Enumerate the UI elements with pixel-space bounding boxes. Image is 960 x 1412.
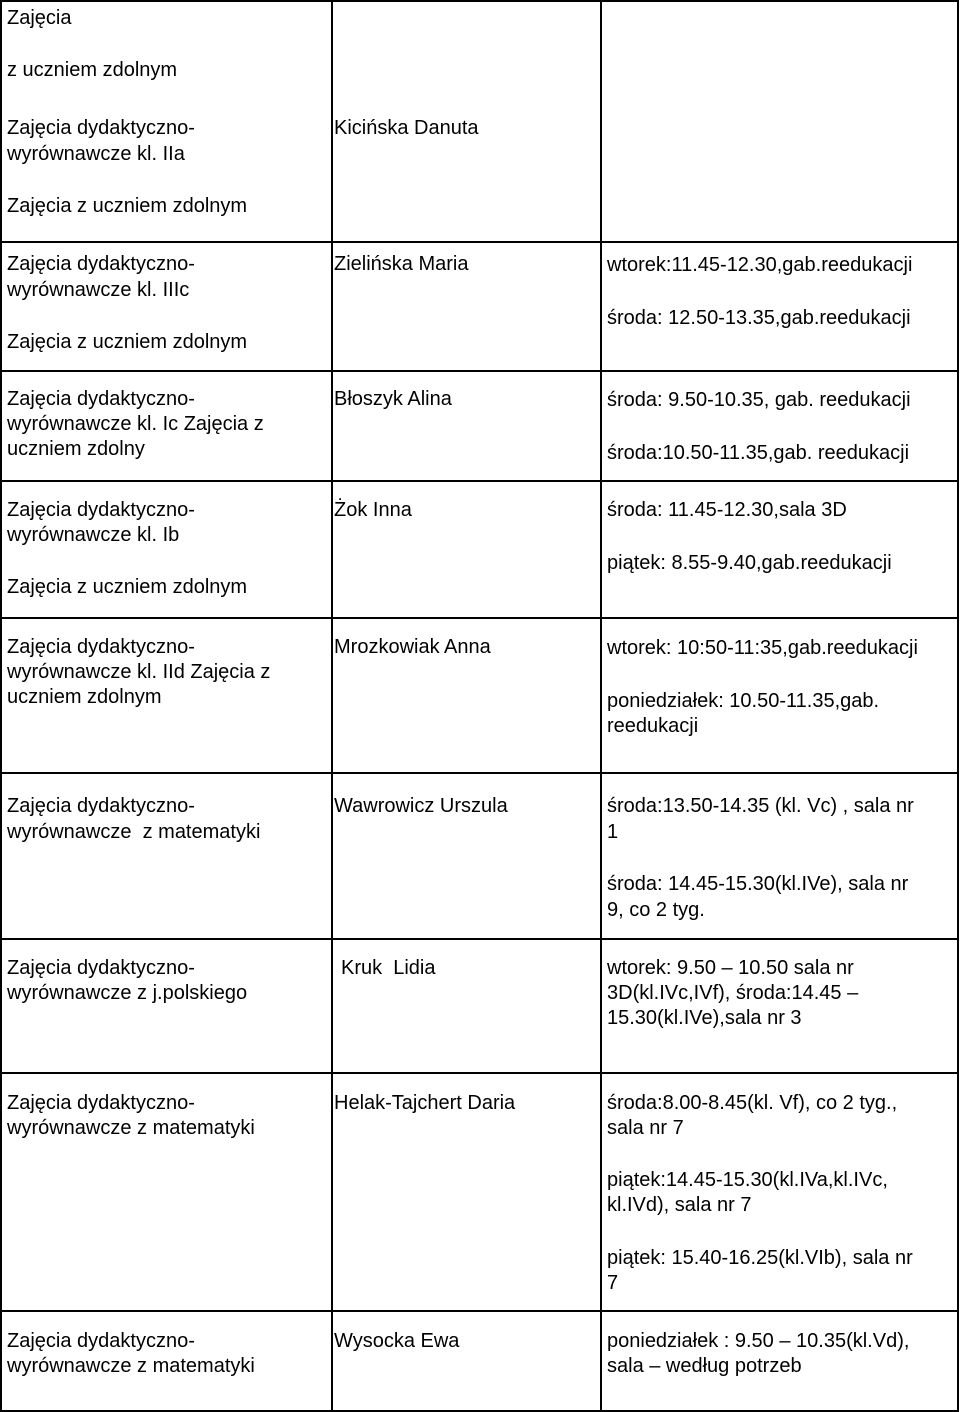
schedule-text: wtorek: 9.50 – 10.50 sala nr (607, 957, 854, 979)
schedule-text: wtorek:11.45-12.30,gab.reedukacji (607, 254, 913, 276)
teacher-name: Zielińska Maria (334, 253, 469, 275)
schedule-text: środa: 14.45-15.30(kl.IVe), sala nr (607, 873, 909, 895)
table-row-divider (0, 1310, 959, 1312)
schedule-text: 7 (607, 1272, 619, 1294)
table-row-divider (0, 617, 959, 619)
schedule-text: poniedziałek: 10.50-11.35,gab. (607, 690, 880, 712)
table-row-divider (0, 1072, 959, 1074)
activity-text: Zajęcia dydaktyczno- (7, 499, 195, 521)
schedule-text: piątek: 15.40-16.25(kl.VIb), sala nr (607, 1247, 913, 1269)
schedule-text: 9, co 2 tyg. (607, 899, 705, 921)
table-row-divider (0, 938, 959, 940)
table-column-divider-1 (331, 0, 333, 1412)
activity-text: wyrównawcze z matematyki (7, 821, 261, 843)
teacher-name: Wysocka Ewa (334, 1330, 460, 1352)
activity-text: Zajęcia z uczniem zdolnym (7, 331, 248, 353)
table-column-divider-2 (600, 0, 602, 1412)
activity-text: wyrównawcze kl. Ib (7, 524, 180, 546)
activity-text: Zajęcia dydaktyczno- (7, 253, 195, 275)
teacher-name: Mrozkowiak Anna (334, 636, 491, 658)
activity-text: Zajęcia dydaktyczno- (7, 1330, 195, 1352)
schedule-text: wtorek: 10:50-11:35,gab.reedukacji (607, 637, 918, 659)
schedule-text: poniedziałek : 9.50 – 10.35(kl.Vd), (607, 1330, 910, 1352)
activity-text: wyrównawcze kl. IIa (7, 143, 185, 165)
schedule-text: sala nr 7 (607, 1117, 684, 1139)
teacher-name: Wawrowicz Urszula (334, 795, 508, 817)
schedule-text: środa:13.50-14.35 (kl. Vc) , sala nr (607, 795, 914, 817)
activity-text: wyrównawcze z matematyki (7, 1117, 255, 1139)
schedule-text: 1 (607, 821, 619, 843)
activity-text: Zajęcia dydaktyczno- (7, 795, 195, 817)
activity-text: z uczniem zdolnym (7, 59, 178, 81)
teacher-name: Kicińska Danuta (334, 117, 479, 139)
schedule-text: środa:10.50-11.35,gab. reedukacji (607, 442, 910, 464)
activity-text: uczniem zdolny (7, 438, 145, 460)
table-row-divider (0, 772, 959, 774)
table-border-right (957, 0, 959, 1412)
teacher-name: Żok Inna (334, 499, 412, 521)
schedule-text: 3D(kl.IVc,IVf), środa:14.45 – (607, 982, 859, 1004)
schedule-text: kl.IVd), sala nr 7 (607, 1194, 752, 1216)
activity-text: Zajęcia (7, 7, 72, 29)
activity-text: wyrównawcze kl. IIIc (7, 279, 190, 301)
schedule-text: środa: 12.50-13.35,gab.reedukacji (607, 307, 911, 329)
activity-text: Zajęcia dydaktyczno- (7, 636, 195, 658)
teacher-name: Helak-Tajchert Daria (334, 1092, 516, 1114)
table-row-divider (0, 370, 959, 372)
schedule-text: sala – według potrzeb (607, 1355, 802, 1377)
schedule-text: środa: 9.50-10.35, gab. reedukacji (607, 389, 911, 411)
schedule-text: piątek:14.45-15.30(kl.IVa,kl.IVc, (607, 1169, 888, 1191)
schedule-text: reedukacji (607, 715, 699, 737)
activity-text: wyrównawcze z matematyki (7, 1355, 255, 1377)
activity-text: Zajęcia z uczniem zdolnym (7, 576, 248, 598)
activity-text: wyrównawcze z j.polskiego (7, 982, 248, 1004)
activity-text: Zajęcia dydaktyczno- (7, 1092, 195, 1114)
activity-text: uczniem zdolnym (7, 686, 162, 708)
activity-text: Zajęcia z uczniem zdolnym (7, 195, 248, 217)
schedule-text: piątek: 8.55-9.40,gab.reedukacji (607, 552, 892, 574)
activity-text: Zajęcia dydaktyczno- (7, 388, 195, 410)
teacher-name: Kruk Lidia (341, 957, 436, 979)
table-row-divider (0, 241, 959, 243)
schedule-text: środa: 11.45-12.30,sala 3D (607, 499, 847, 521)
table-border-left (0, 0, 2, 1412)
activity-text: Zajęcia dydaktyczno- (7, 117, 195, 139)
activity-text: wyrównawcze kl. Ic Zajęcia z (7, 413, 264, 435)
schedule-text: środa:8.00-8.45(kl. Vf), co 2 tyg., (607, 1092, 898, 1114)
table-row-divider (0, 480, 959, 482)
teacher-name: Błoszyk Alina (334, 388, 452, 410)
table-border-top (0, 0, 959, 2)
schedule-text: 15.30(kl.IVe),sala nr 3 (607, 1007, 802, 1029)
activity-text: Zajęcia dydaktyczno- (7, 957, 195, 979)
activity-text: wyrównawcze kl. IId Zajęcia z (7, 661, 271, 683)
